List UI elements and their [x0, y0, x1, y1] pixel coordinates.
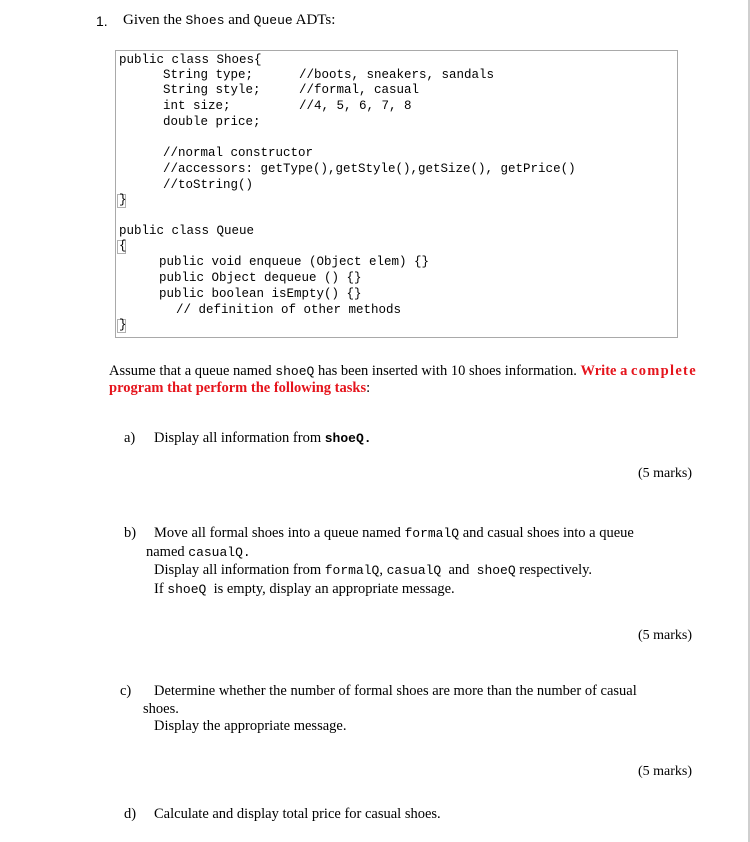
code-line: public class Shoes{	[119, 53, 262, 67]
task-a-label: a)	[124, 430, 136, 446]
code-comment: //formal, casual	[299, 83, 420, 97]
assumption-text-line2: program that perform the following tasks:	[109, 380, 371, 396]
task-a-marks: (5 marks)	[638, 466, 693, 481]
task-c-line1: Determine whether the number of formal shoes are more than the number of casual	[154, 683, 637, 699]
question-intro: Given the Shoes and Queue ADTs:	[123, 12, 336, 28]
question-number: 1.	[96, 13, 108, 29]
code-comment: //4, 5, 6, 7, 8	[299, 99, 412, 113]
code-line: public boolean isEmpty() {}	[159, 287, 362, 301]
task-d-label: d)	[124, 806, 137, 822]
assumption-text: Assume that a queue named shoeQ has been inserted with 10 shoes information. Write a complete	[109, 363, 697, 379]
code-line: double price;	[163, 115, 261, 129]
task-b-line2: named casualQ.	[146, 544, 251, 560]
code-line: {	[119, 239, 127, 253]
task-b-line4: If shoeQ is empty, display an appropriate message.	[154, 581, 455, 597]
code-line: }	[119, 193, 127, 207]
shoeq-name: shoeQ	[275, 364, 315, 379]
task-c-marks: (5 marks)	[638, 764, 693, 779]
task-c-line3: Display the appropriate message.	[154, 718, 347, 734]
task-c-line2: shoes.	[143, 701, 179, 717]
code-comment: //boots, sneakers, sandals	[299, 68, 495, 82]
task-b-line1: Move all formal shoes into a queue named formalQ and casual shoes into a queue	[154, 525, 634, 541]
task-b-label: b)	[124, 525, 137, 541]
code-line: }	[119, 318, 127, 332]
code-line: public class Queue	[119, 224, 255, 238]
code-line: String style;	[163, 83, 261, 97]
code-line: public void enqueue (Object elem) {}	[159, 255, 430, 269]
shoes-adt-name: Shoes	[185, 13, 225, 28]
code-comment: //toString()	[163, 178, 254, 192]
task-a-text: Display all information from shoeQ.	[154, 430, 372, 446]
task-d-text: Calculate and display total price for casual shoes.	[154, 806, 441, 822]
queue-adt-name: Queue	[253, 13, 293, 28]
task-b-marks: (5 marks)	[638, 628, 693, 643]
task-c-label: c)	[120, 683, 132, 699]
code-line: int size;	[163, 99, 231, 113]
code-comment: // definition of other methods	[176, 303, 402, 317]
code-comment: //accessors: getType(),getStyle(),getSize(), getPrice()	[163, 162, 576, 176]
code-line: String type;	[163, 68, 254, 82]
code-listing	[115, 50, 678, 338]
code-comment: //normal constructor	[163, 146, 314, 160]
task-b-line3: Display all information from formalQ, casualQ and shoeQ respectively.	[154, 562, 593, 578]
code-line: public Object dequeue () {}	[159, 271, 362, 285]
